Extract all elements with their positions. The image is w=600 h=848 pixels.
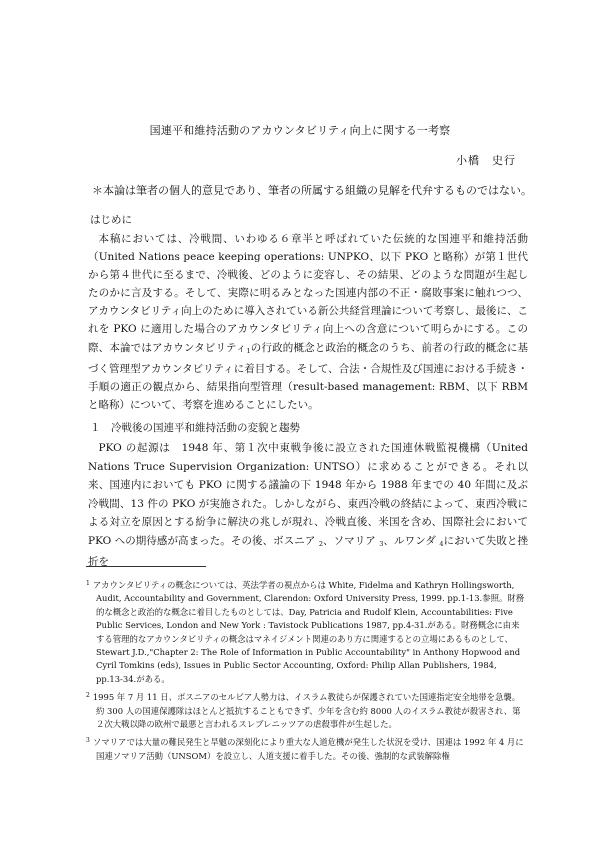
footnote-1 [86,577,526,686]
section1-text: PKO の起源は 1948 年、第１次中東戦争後に設立された国連休戦監視機構（United Nations Truce Supervision Organization: UNTSO）に求めることができる。それ以来、国連内においても PKO に関する議論の下 1948 年から 1988 年までの 40 年間に及ぶ冷戦間、13 件の PKO が実施された。しかしながら、東西冷戦の終結によって、東西冷戦による対立を原因とする紛争に解決の兆しが現れ、冷戦直後、米国を含め、国際社会において PKO への期待感が高まった。その後、ボスニア [88,442,528,547]
footnote-3 [86,734,526,763]
intro-text: 本稿においては、冷戦間、いわゆる６章半と呼ばれていた伝統的な国連平和維持活動（United Nations peace keeping operations: UNPKO、以下 PKO と略称）が第１世代から第４世代に至るまで、冷戦後、どのように変容し、その結果、どのような問題が生起したのかに言及する。そして、実際に明るみとなった国連内部の不正・腐敗事案に触れつつ、アカウンタビリティ向上のために導入されている新公共経営理論について考察し、最後に、これを PKO に適用した場合のアカウンタビリティ向上への含意について明らかにする。この際、本論ではアカウンタビリティ [88,233,528,354]
footnotes [86,577,526,766]
author-name: 小橋 史行 [456,154,516,167]
paper-title: 国連平和維持活動のアカウンタビリティ向上に関する一考察 [149,124,451,137]
section1-heading: １ 冷戦後の国連平和維持活動の変貌と趨勢 [90,422,300,434]
footnote-ref-2[interactable]: 2 [318,539,323,548]
footnote-text: 1995 年 7 月 11 日、ボスニアのセルビア人勢力は、イスラム教徒らが保護されていた国連指定安全地帯を急襲。約 300 人の国連保護隊はほとんど抵抗することもできず、少年を含む約 8000 人のイスラム教徒が殺害され、第２次大戦以降の欧州で最悪と言われるスレブレニッツアの虐殺事件が生起した。 [92,692,521,730]
footnote-number: 2 [86,692,90,700]
footnote-divider [86,566,206,567]
disclaimer-note: ＊本論は筆者の個人的意見であり、筆者の所属する組織の見解を代弁するものではない。 [92,184,532,197]
footnote-ref-1[interactable]: 1 [246,346,251,355]
intro-heading: はじめに [90,214,132,226]
intro-text-cont: の行政的概念と政治的概念のうち、前者の行政的概念に基づく管理型アカウンタビリティに着目する。そして、合法・合規性及び国連における手続き・手順の適正の観点から、結果指向型管理（result-based management: RBM、以下 RBM と略称）について、考察を進めることにしたい。 [88,341,528,411]
footnote-number: 1 [86,580,90,587]
footnote-2 [86,689,526,731]
intro-paragraph [88,230,528,414]
section1-paragraph [88,439,528,572]
section1-text-end: において失敗と挫折を [88,534,528,568]
section1-text-mid2: 、ルワンダ [383,534,436,547]
footnote-ref-4[interactable]: 4 [439,539,444,548]
footnote-ref-3[interactable]: 3 [379,539,384,548]
footnote-text: ソマリアでは大量の難民発生と旱魃の深刻化により重大な人道危機が発生した状況を受け、国連は 1992 年 4 月に国連ソマリア活動（UNSOM）を設立し、人道支援に着手した。その後、強制的な武装解除権 [92,737,524,761]
footnote-number: 3 [86,737,90,745]
section1-text-mid1: 、ソマリア [322,534,376,547]
footnote-text: アカウンタビリティの概念については、英法学者の視点からは White, Fidelma and Kathryn Hollingsworth, Audit, Accountability and Government, Clarendon: Oxford University Press, 1999. pp.1-13.参照。財務的な概念と政治的な概念に着目したものとしては、Day, Patricia and Rudolf Klein, Accountabilities: Five Public Services, London and New York : Tavistock Publications 1987, pp.4-31.がある。財務概念に由来する管理的なアカウンタビリティの概念はマネイジメント関連のあり方に関連するとの立場にあるものとして、Stewart J.D.,"Chapter 2: The Role of Information in Public Accountability" in Anthony Hopwood and Cyril Tomkins (eds), Issues in Public Sector Accounting, Oxford: Philip Allan Publishers, 1984, pp.13-34.がある。 [92,580,525,684]
